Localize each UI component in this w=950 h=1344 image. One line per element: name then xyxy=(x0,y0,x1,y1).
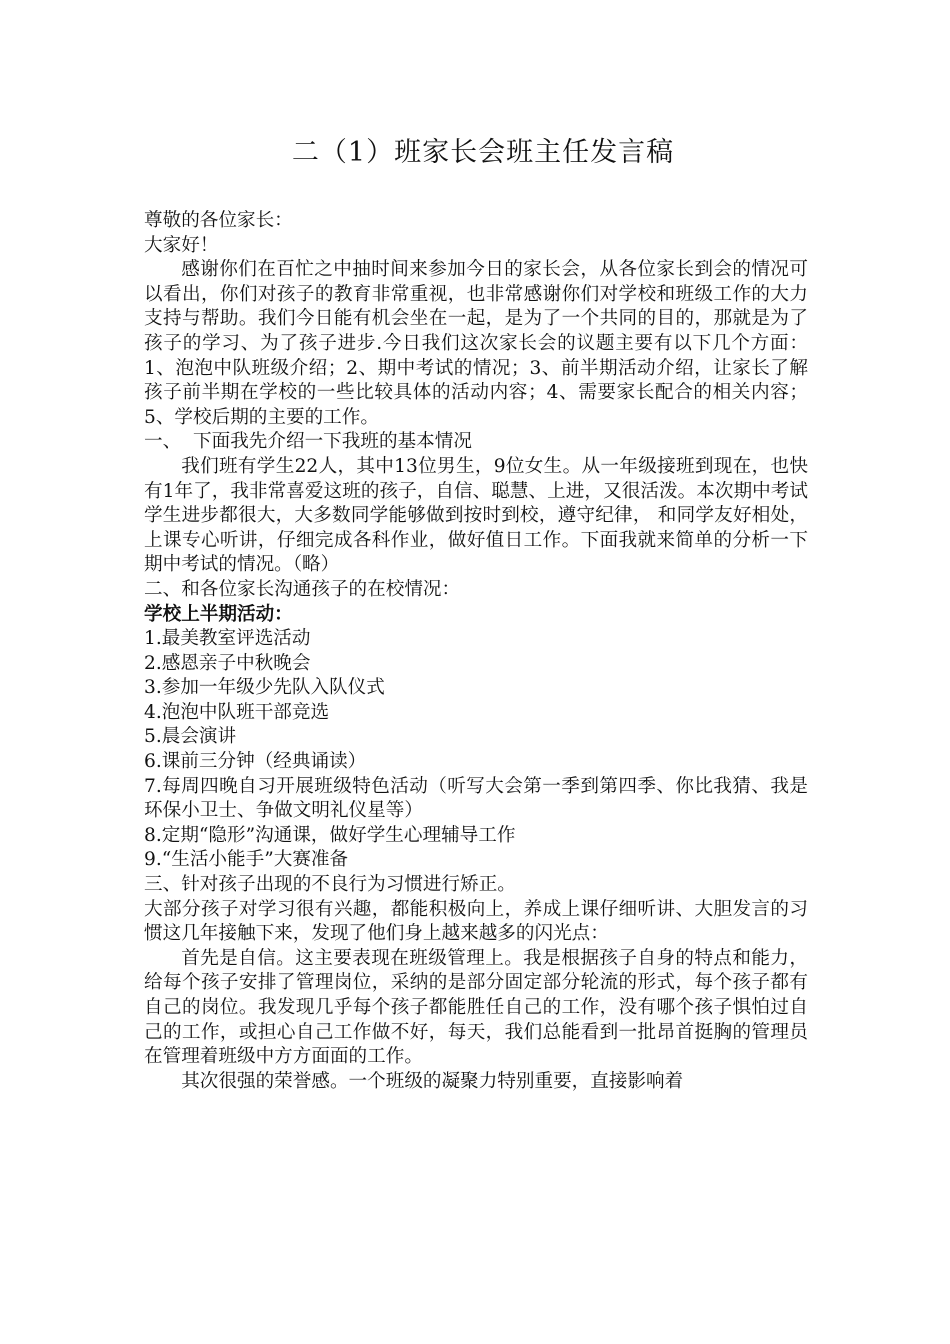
document-title: 二（1）班家长会班主任发言稿 xyxy=(291,137,675,168)
activities-subheading: 学校上半期活动： xyxy=(144,603,293,625)
list-item: 1.最美教室评选活动 xyxy=(144,628,311,650)
list-item: 3.参加一年级少先队入队仪式 xyxy=(144,677,385,699)
document-page xyxy=(144,130,808,1094)
list-item: 9.“生活小能手”大赛准备 xyxy=(144,849,349,871)
section3-paragraph-1: 首先是自信。这主要表现在班级管理上。我是根据孩子自身的特点和能力，给每个孩子安排了管理岗位，采纳的是部分固定部分轮流的形式，每个孩子都有自己的岗位。我发现几乎每个孩子都能胜任自己的工作，没有哪个孩子惧怕过自己的工作，或担心自己工作做不好，每天，我们总能看到一批昂首挺胸的管理员在管理着班级中方方面面的工作。 xyxy=(144,947,808,1068)
list-item: 6.课前三分钟（经典诵读） xyxy=(144,751,367,773)
list-item: 4.泡泡中队班干部竞选 xyxy=(144,701,330,723)
section1-heading: 一、 下面我先介绍一下我班的基本情况 xyxy=(144,431,472,453)
hello-line: 大家好！ xyxy=(144,234,219,256)
section3-heading: 三、针对孩子出现的不良行为习惯进行矫正。 xyxy=(144,874,516,896)
list-item: 8.定期“隐形”沟通课，做好学生心理辅导工作 xyxy=(144,824,516,846)
section3-intro: 大部分孩子对学习很有兴趣，都能积极向上，养成上课仔细听讲、大胆发言的习惯这几年接触下来，发现了他们身上越来越多的闪光点： xyxy=(144,898,808,945)
intro-paragraph: 感谢你们在百忙之中抽时间来参加今日的家长会，从各位家长到会的情况可以看出，你们对孩子的教育非常重视，也非常感谢你们对学校和班级工作的大力支持与帮助。我们今日能有机会坐在一起，是为了一个共同的目的，那就是为了孩子的学习、为了孩子进步.今日我们这次家长会的议题主要有以下几个方面：1、泡泡中队班级介绍；2、期中考试的情况；3、前半期活动介绍，让家长了解孩子前半期在学校的一些比较具体的活动内容；4、需要家长配合的相关内容；5、学校后期的主要的工作。 xyxy=(144,259,808,428)
list-item: 2.感恩亲子中秋晚会 xyxy=(144,652,311,674)
activities-list xyxy=(144,627,808,873)
section2-heading: 二、和各位家长沟通孩子的在校情况： xyxy=(144,578,461,600)
section3-paragraph-2: 其次很强的荣誉感。一个班级的凝聚力特别重要，直接影响着 xyxy=(181,1070,684,1092)
greeting: 尊敬的各位家长： xyxy=(144,210,293,231)
section1-body: 我们班有学生22人，其中13位男生，9位女生。从一年级接班到现在，也快有1年了，我非常喜爱这班的孩子，自信、聪慧、上进，又很活泼。本次期中考试学生进步都很大，大多数同学能够做到按时到校，遵守纪律， 和同学友好相处，上课专心听讲，仔细完成各科作业，做好值日工作。下面我就来简单的分析一下期中考试的情况。（略） xyxy=(144,455,808,576)
list-item: 7.每周四晚自习开展班级特色活动（听写大会第一季到第四季、你比我猜、我是环保小卫士、争做文明礼仪星等） xyxy=(144,775,808,822)
list-item: 5.晨会演讲 xyxy=(144,726,237,748)
